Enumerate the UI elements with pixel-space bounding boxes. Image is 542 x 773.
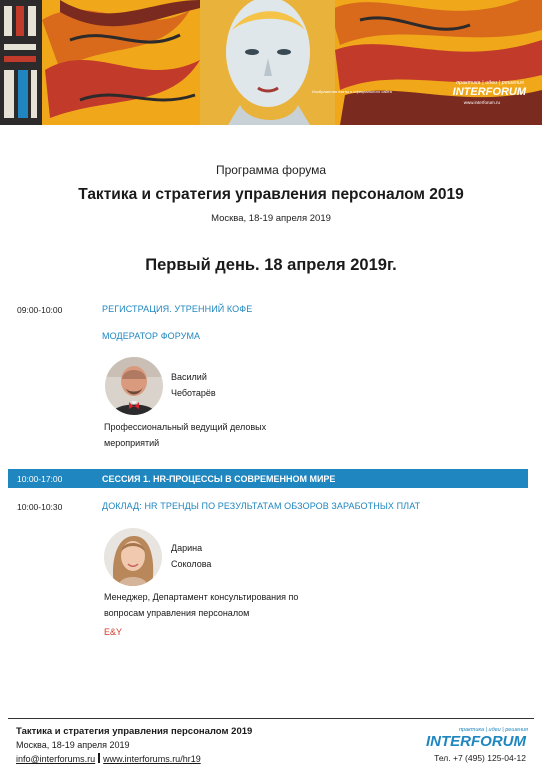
session-bar [8, 469, 528, 488]
banner-copyright: Изображения взяты с официального сайта [312, 89, 392, 94]
speaker-first-name: Василий [171, 372, 207, 382]
avatar-image [104, 528, 162, 586]
speaker-desc-line: Менеджер, Департамент консультирования по [104, 592, 299, 602]
speaker-org: E&Y [104, 627, 123, 637]
report-title: ДОКЛАД: HR ТРЕНДЫ ПО РЕЗУЛЬТАТАМ ОБЗОРОВ ЗАРАБОТНЫХ ПЛАТ [102, 501, 421, 511]
speaker-desc-line: вопросам управления персоналом [104, 608, 250, 618]
day-title: Первый день. 18 апреля 2019г. [145, 256, 397, 274]
footer-divider [8, 718, 534, 719]
footer-website-link[interactable]: www.interforums.ru/hr19 [103, 754, 201, 764]
banner-logo-tagline: практика | идеи | решения [456, 80, 524, 86]
session-time: 10:00-17:00 [17, 474, 63, 484]
footer-subtitle: Москва, 18-19 апреля 2019 [16, 740, 130, 750]
forum-subtitle: Москва, 18-19 апреля 2019 [211, 213, 331, 224]
header-banner [0, 0, 542, 125]
footer-logo[interactable]: INTERFORUM [426, 733, 526, 750]
banner-logo[interactable]: INTERFORUM [452, 86, 526, 98]
program-label: Программа форума [215, 163, 327, 177]
speaker-desc-report [104, 589, 298, 621]
speaker-desc-line: Профессиональный ведущий деловых [104, 422, 267, 432]
speaker-name-report [171, 540, 211, 572]
footer-phone: Тел. +7 (495) 125-04-12 [434, 753, 526, 763]
speaker-photo-report [104, 528, 162, 586]
speaker-desc-moderator [104, 419, 266, 451]
session-title: СЕССИЯ 1. HR-ПРОЦЕССЫ В СОВРЕМЕННОМ МИРЕ [102, 474, 336, 484]
forum-title: Тактика и стратегия управления персоналом 2019 [78, 186, 464, 203]
registration-title: РЕГИСТРАЦИЯ. УТРЕННИЙ КОФЕ [102, 304, 253, 314]
footer-logo-tagline: практика | идеи | решения [458, 727, 528, 733]
report-time: 10:00-10:30 [17, 502, 63, 512]
speaker-desc-line: мероприятий [104, 438, 160, 448]
moderator-title: МОДЕРАТОР ФОРУМА [102, 331, 201, 341]
footer-links [16, 753, 201, 764]
footer-title: Тактика и стратегия управления персоналом 2019 [16, 726, 253, 737]
banner-artwork [0, 0, 542, 125]
footer-email-link[interactable]: info@interforums.ru [16, 754, 96, 764]
speaker-name-moderator [171, 369, 216, 401]
registration-time: 09:00-10:00 [17, 305, 63, 315]
footer-link-separator [98, 753, 100, 763]
speaker-last-name: Чеботарёв [171, 388, 216, 398]
speaker-last-name: Соколова [171, 559, 212, 569]
banner-logo-url[interactable]: www.interforum.ru [463, 100, 500, 105]
speaker-photo-moderator [105, 357, 163, 415]
avatar-image [105, 357, 163, 415]
speaker-first-name: Дарина [171, 543, 203, 553]
